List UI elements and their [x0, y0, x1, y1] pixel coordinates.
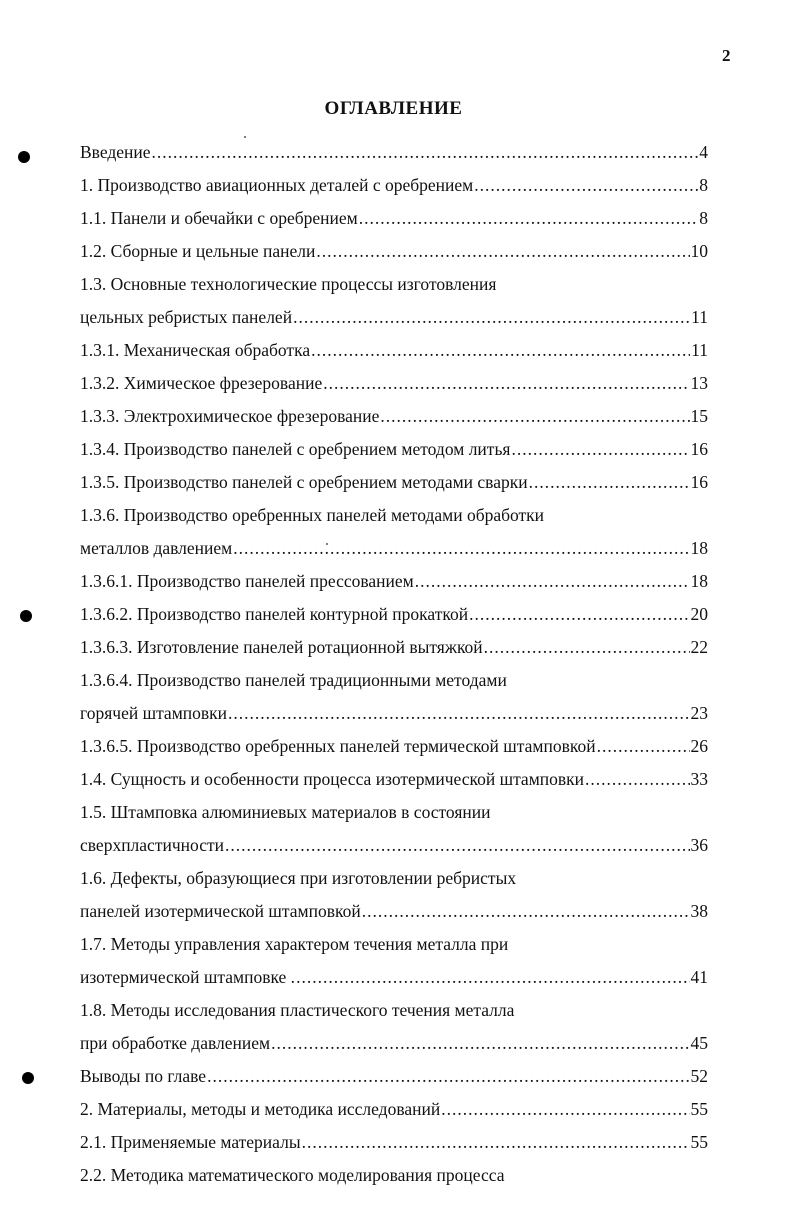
toc-entry — [80, 961, 708, 994]
toc-entry-title: 1.3. Основные технологические процессы изготовления — [80, 274, 497, 294]
toc-leader-dots — [511, 433, 689, 466]
toc-entry-page: 41 — [690, 967, 708, 987]
toc-entry-page: 18 — [690, 538, 708, 558]
toc-entry — [80, 862, 708, 895]
toc-entry-title: панелей изотермической штамповкой — [80, 901, 361, 921]
toc-entry — [80, 994, 708, 1027]
toc-entry — [80, 301, 708, 334]
toc-entry — [80, 928, 708, 961]
toc-entry — [80, 598, 708, 631]
toc-entry-title: Выводы по главе — [80, 1066, 207, 1086]
toc-entry — [80, 433, 708, 466]
toc-entry-page: 16 — [690, 472, 708, 492]
toc-leader-dots — [225, 829, 690, 862]
toc-entry-title: 1.7. Методы управления характером течения металла при — [80, 934, 509, 954]
toc-entry-title: 1.8. Методы исследования пластического течения металла — [80, 1000, 515, 1020]
toc-entry-title: 1.1. Панели и обечайки с оребрением — [80, 208, 358, 228]
toc-entry — [80, 895, 708, 928]
toc-leader-dots — [316, 235, 689, 268]
toc-entry-page: 55 — [690, 1099, 708, 1119]
toc-entry — [80, 499, 708, 532]
toc-entry-title: изотермической штамповке . — [80, 967, 296, 987]
toc-leader-dots — [271, 1027, 689, 1060]
toc-entry — [80, 367, 708, 400]
toc-leader-dots — [207, 1060, 689, 1093]
toc-entry-title: 2.2. Методика математического моделирования процесса — [80, 1165, 505, 1185]
toc-leader-dots — [529, 466, 690, 499]
toc-entry — [80, 1060, 708, 1093]
table-of-contents — [80, 136, 708, 1192]
toc-entry-page: 8 — [699, 208, 708, 228]
toc-entry — [80, 664, 708, 697]
toc-entry — [80, 466, 708, 499]
toc-entry-page: 13 — [690, 373, 708, 393]
binder-hole-mark-bottom — [22, 1072, 34, 1084]
toc-entry-title: 1.3.6.4. Производство панелей традиционными методами — [80, 670, 507, 690]
toc-leader-dots — [152, 136, 699, 169]
toc-entry-page: 26 — [690, 736, 708, 756]
toc-entry-page: 36 — [690, 835, 708, 855]
toc-entry-title: 1.5. Штамповка алюминиевых материалов в состоянии — [80, 802, 491, 822]
toc-entry-title: при обработке давлением — [80, 1033, 271, 1053]
toc-leader-dots — [362, 895, 690, 928]
page-title: ОГЛАВЛЕНИЕ — [324, 98, 463, 119]
toc-entry — [80, 1093, 708, 1126]
toc-leader-dots — [380, 400, 689, 433]
toc-entry-page: 23 — [690, 703, 708, 723]
toc-entry-title: 1. Производство авиационных деталей с оребрением — [80, 175, 474, 195]
toc-entry-page: 33 — [690, 769, 708, 789]
toc-entry-title: 1.4. Сущность и особенности процесса изотермической штамповки — [80, 769, 585, 789]
toc-leader-dots — [296, 961, 689, 994]
binder-hole-mark-top — [18, 151, 30, 163]
toc-leader-dots — [311, 334, 690, 367]
toc-entry — [80, 1159, 708, 1192]
toc-leader-dots — [469, 598, 689, 631]
page-number: 2 — [722, 46, 731, 65]
toc-entry — [80, 235, 708, 268]
toc-leader-dots — [302, 1126, 690, 1159]
toc-leader-dots — [359, 202, 699, 235]
toc-entry-title: Введение — [80, 142, 151, 162]
toc-entry — [80, 268, 708, 301]
toc-entry-title: 1.3.6.3. Изготовление панелей ротационной вытяжкой — [80, 637, 483, 657]
toc-entry — [80, 1126, 708, 1159]
toc-entry-title: 2.1. Применяемые материалы — [80, 1132, 301, 1152]
toc-entry-title: 1.3.6.1. Производство панелей прессованием — [80, 571, 414, 591]
toc-entry-page: 11 — [691, 340, 708, 360]
toc-entry-title: 1.3.1. Механическая обработка — [80, 340, 311, 360]
toc-entry — [80, 334, 708, 367]
toc-entry-page: 55 — [690, 1132, 708, 1152]
toc-leader-dots — [441, 1093, 689, 1126]
toc-entry-title: 1.2. Сборные и цельные панели — [80, 241, 316, 261]
toc-entry-page: 4 — [699, 142, 708, 162]
toc-entry-title: цельных ребристых панелей — [80, 307, 293, 327]
toc-entry-title: 1.3.4. Производство панелей с оребрением методом литья — [80, 439, 511, 459]
toc-leader-dots — [585, 763, 689, 796]
toc-entry-title: 1.3.6.5. Производство оребренных панелей термической штамповкой — [80, 736, 596, 756]
toc-entry-title: 1.3.5. Производство панелей с оребрением методами сварки — [80, 472, 528, 492]
toc-entry-page: 8 — [699, 175, 708, 195]
toc-entry-title: 2. Материалы, методы и методика исследований — [80, 1099, 441, 1119]
toc-entry-title: горячей штамповки — [80, 703, 228, 723]
toc-entry — [80, 1027, 708, 1060]
toc-entry — [80, 796, 708, 829]
toc-entry-page: 10 — [690, 241, 708, 261]
toc-entry-page: 45 — [690, 1033, 708, 1053]
toc-leader-dots — [597, 730, 690, 763]
toc-entry — [80, 400, 708, 433]
toc-entry — [80, 763, 708, 796]
toc-entry-page: 20 — [690, 604, 708, 624]
toc-entry-title: 1.3.6. Производство оребренных панелей методами обработки — [80, 505, 545, 525]
toc-leader-dots — [484, 631, 690, 664]
toc-leader-dots — [474, 169, 698, 202]
toc-entry-title: 1.3.6.2. Производство панелей контурной прокаткой — [80, 604, 469, 624]
toc-entry-page: 11 — [691, 307, 708, 327]
toc-entry — [80, 565, 708, 598]
toc-entry-title: сверхпластичности — [80, 835, 224, 855]
toc-leader-dots — [323, 367, 689, 400]
toc-entry-page: 22 — [690, 637, 708, 657]
toc-leader-dots — [233, 532, 689, 565]
toc-entry — [80, 202, 708, 235]
toc-leader-dots — [293, 301, 690, 334]
toc-entry — [80, 136, 708, 169]
toc-entry-title: 1.3.3. Электрохимическое фрезерование — [80, 406, 380, 426]
toc-entry — [80, 631, 708, 664]
toc-entry-title: 1.6. Дефекты, образующиеся при изготовлении ребристых — [80, 868, 517, 888]
toc-entry-page: 18 — [690, 571, 708, 591]
binder-hole-mark-middle — [20, 610, 32, 622]
toc-entry-title: 1.3.2. Химическое фрезерование — [80, 373, 323, 393]
toc-entry — [80, 730, 708, 763]
toc-leader-dots — [228, 697, 689, 730]
toc-entry — [80, 697, 708, 730]
toc-entry — [80, 829, 708, 862]
toc-leader-dots — [415, 565, 690, 598]
toc-entry-page: 15 — [690, 406, 708, 426]
toc-entry-title: металлов давлением — [80, 538, 233, 558]
toc-entry-page: 38 — [690, 901, 708, 921]
toc-entry-page: 52 — [690, 1066, 708, 1086]
toc-entry — [80, 169, 708, 202]
toc-entry — [80, 532, 708, 565]
toc-entry-page: 16 — [690, 439, 708, 459]
